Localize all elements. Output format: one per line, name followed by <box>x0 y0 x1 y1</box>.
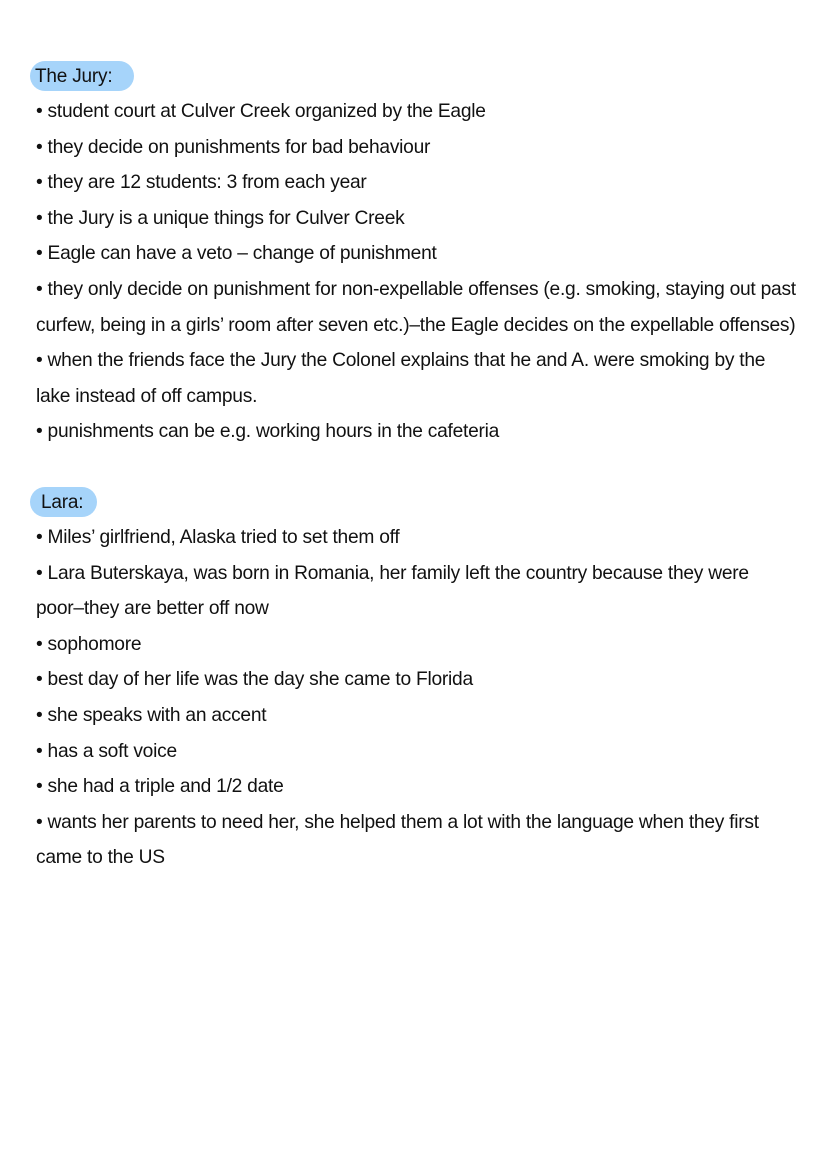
bullet-list-lara <box>36 520 796 876</box>
bullet-item: • she had a triple and 1/2 date <box>36 776 284 798</box>
bullet-item: • they decide on punishments for bad behaviour <box>36 136 431 158</box>
bullet-list-the-jury <box>36 94 796 450</box>
bullet-item: • best day of her life was the day she came to Florida <box>36 669 473 691</box>
section-the-jury <box>36 61 796 450</box>
bullet-item: • punishments can be e.g. working hours in the cafeteria <box>36 421 500 443</box>
bullet-item: • wants her parents to need her, she helped them a lot with the language when they first came to the US <box>36 811 759 869</box>
bullet-item: • sophomore <box>36 633 142 655</box>
bullet-item: • Miles’ girlfriend, Alaska tried to set them off <box>36 526 400 548</box>
bullet-item: • they are 12 students: 3 from each year <box>36 172 367 194</box>
section-lara <box>36 487 796 876</box>
bullet-item: • they only decide on punishment for non-expellable offenses (e.g. smoking, staying out past curfew, being in a girls’ room after seven etc.)–the Eagle decides on the expellable offenses) <box>36 278 796 336</box>
bullet-item: • Lara Buterskaya, was born in Romania, her family left the country because they were poor–they are better off now <box>36 562 749 620</box>
document-page <box>36 61 796 876</box>
bullet-item: • she speaks with an accent <box>36 704 267 726</box>
bullet-item: • the Jury is a unique things for Culver Creek <box>36 207 405 229</box>
bullet-item: • has a soft voice <box>36 740 177 762</box>
bullet-item: • Eagle can have a veto – change of punishment <box>36 243 437 265</box>
section-heading-the-jury: The Jury: <box>30 61 134 91</box>
section-heading-lara: Lara: <box>30 487 97 517</box>
bullet-item: • when the friends face the Jury the Colonel explains that he and A. were smoking by the lake instead of off campus. <box>36 350 766 407</box>
bullet-item: • student court at Culver Creek organized by the Eagle <box>36 101 486 122</box>
